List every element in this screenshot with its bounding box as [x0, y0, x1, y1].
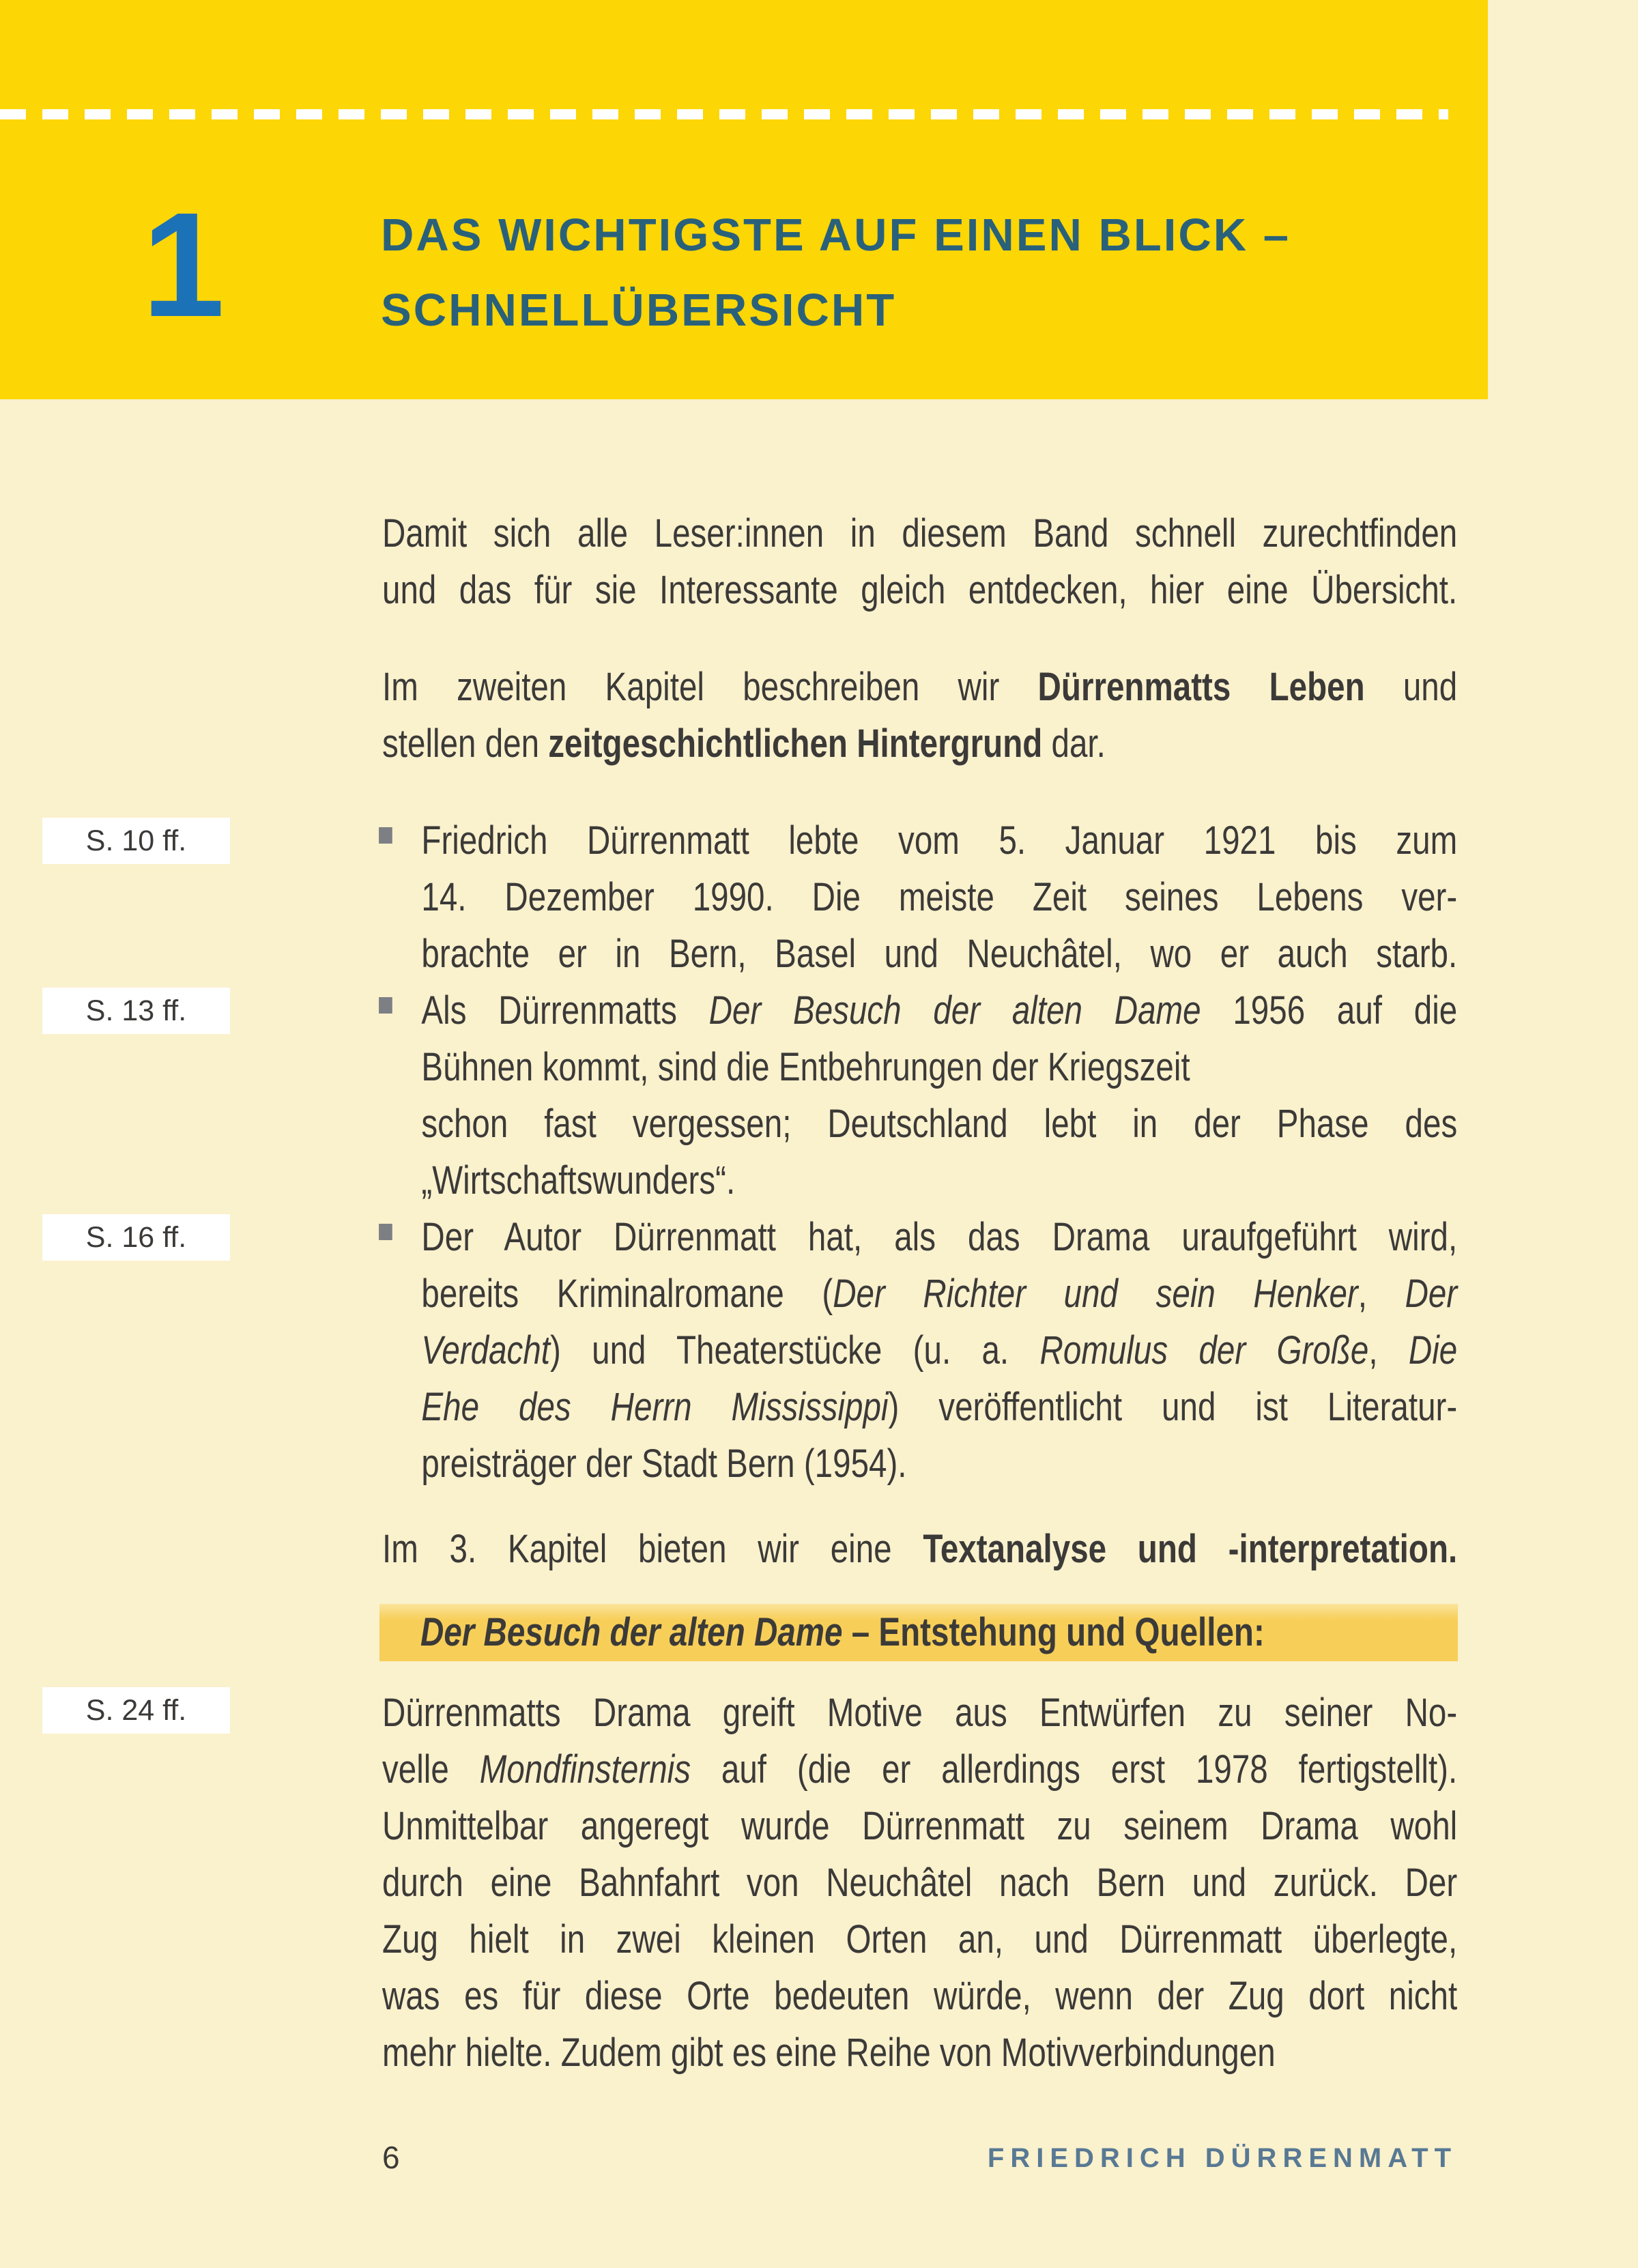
bullet-list	[382, 812, 1457, 1492]
footer-brand: FRIEDRICH DÜRRENMATT	[987, 2143, 1457, 2173]
bullet-item	[382, 1209, 1457, 1492]
footer-page-number: 6	[382, 2140, 400, 2175]
bullet-item	[382, 812, 1457, 982]
highlight-heading: Der Besuch der alten Dame – Entstehung und Quellen:	[420, 1610, 1265, 1654]
bullet-text: Friedrich Dürrenmatt lebte vom 5. Januar 1921 bis zum 14. Dezember 1990. Die meiste Zeit seines Lebens ver- brachte er in Bern, Basel und Neuchâtel, wo er auch starb.	[421, 818, 1458, 976]
margin-page-label: S. 13 ff.	[42, 988, 230, 1034]
margin-page-label: S. 24 ff.	[42, 1687, 230, 1734]
closing-paragraph: Dürrenmatts Drama greift Motive aus Entwürfen zu seiner No- velle Mondfinsternis auf (die er allerdings erst 1978 fertigstellt). Unmittelbar angeregt wurde Dürrenmatt zu seinem Drama wohl durch eine Bahnfahrt von Neuchâtel nach Bern und zurück. Der Zug hielt in zwei kleinen Orten an, und Dürrenmatt überlegte, was es für diese Orte bedeuten würde, wenn der Zug dort nicht mehr hielte. Zudem gibt es eine Reihe von Motivverbindungen	[382, 1691, 1458, 2075]
bullet-text: Als Dürrenmatts Der Besuch der alten Dame 1956 auf die Bühnen kommt, sind die Entbehrungen der Kriegszeit schon fast vergessen; Deutschland lebt in der Phase des „Wirtschaftswunders“.	[421, 988, 1458, 1203]
chapter3-teaser: Im 3. Kapitel bieten wir eine Textanalyse und -interpretation.	[382, 1527, 1458, 1571]
dashed-separator	[0, 109, 1448, 119]
chapter-title-line2: SCHNELLÜBERSICHT	[381, 285, 897, 336]
chapter-header-band	[0, 0, 1488, 399]
highlight-heading-band	[379, 1604, 1458, 1661]
chapter-title-line1: DAS WICHTIGSTE AUF EINEN BLICK –	[381, 210, 1291, 261]
bullet-item	[382, 982, 1457, 1209]
intro-paragraph-1: Damit sich alle Leser:innen in diesem Band schnell zurechtfinden und das für sie Interessante gleich entdecken, hier eine Übersicht.	[382, 511, 1458, 612]
margin-page-label: S. 10 ff.	[42, 818, 230, 864]
chapter-title	[381, 198, 1291, 348]
bullet-square-icon	[379, 827, 392, 844]
bullet-text: Der Autor Dürrenmatt hat, als das Drama uraufgeführt wird, bereits Kriminalromane (Der Richter und sein Henker, Der Verdacht) und Theaterstücke (u. a. Romulus der Große, Die Ehe des Herrn Mississippi) veröffentlicht und ist Literatur- preisträger der Stadt Bern (1954).	[421, 1215, 1458, 1486]
bullet-square-icon	[379, 997, 392, 1014]
intro-paragraph-2: Im zweiten Kapitel beschreiben wir Dürrenmatts Leben und stellen den zeitgeschichtlichen Hintergrund dar.	[382, 665, 1458, 766]
chapter-number: 1	[142, 182, 225, 348]
margin-page-label: S. 16 ff.	[42, 1214, 230, 1261]
bullet-square-icon	[379, 1224, 392, 1240]
